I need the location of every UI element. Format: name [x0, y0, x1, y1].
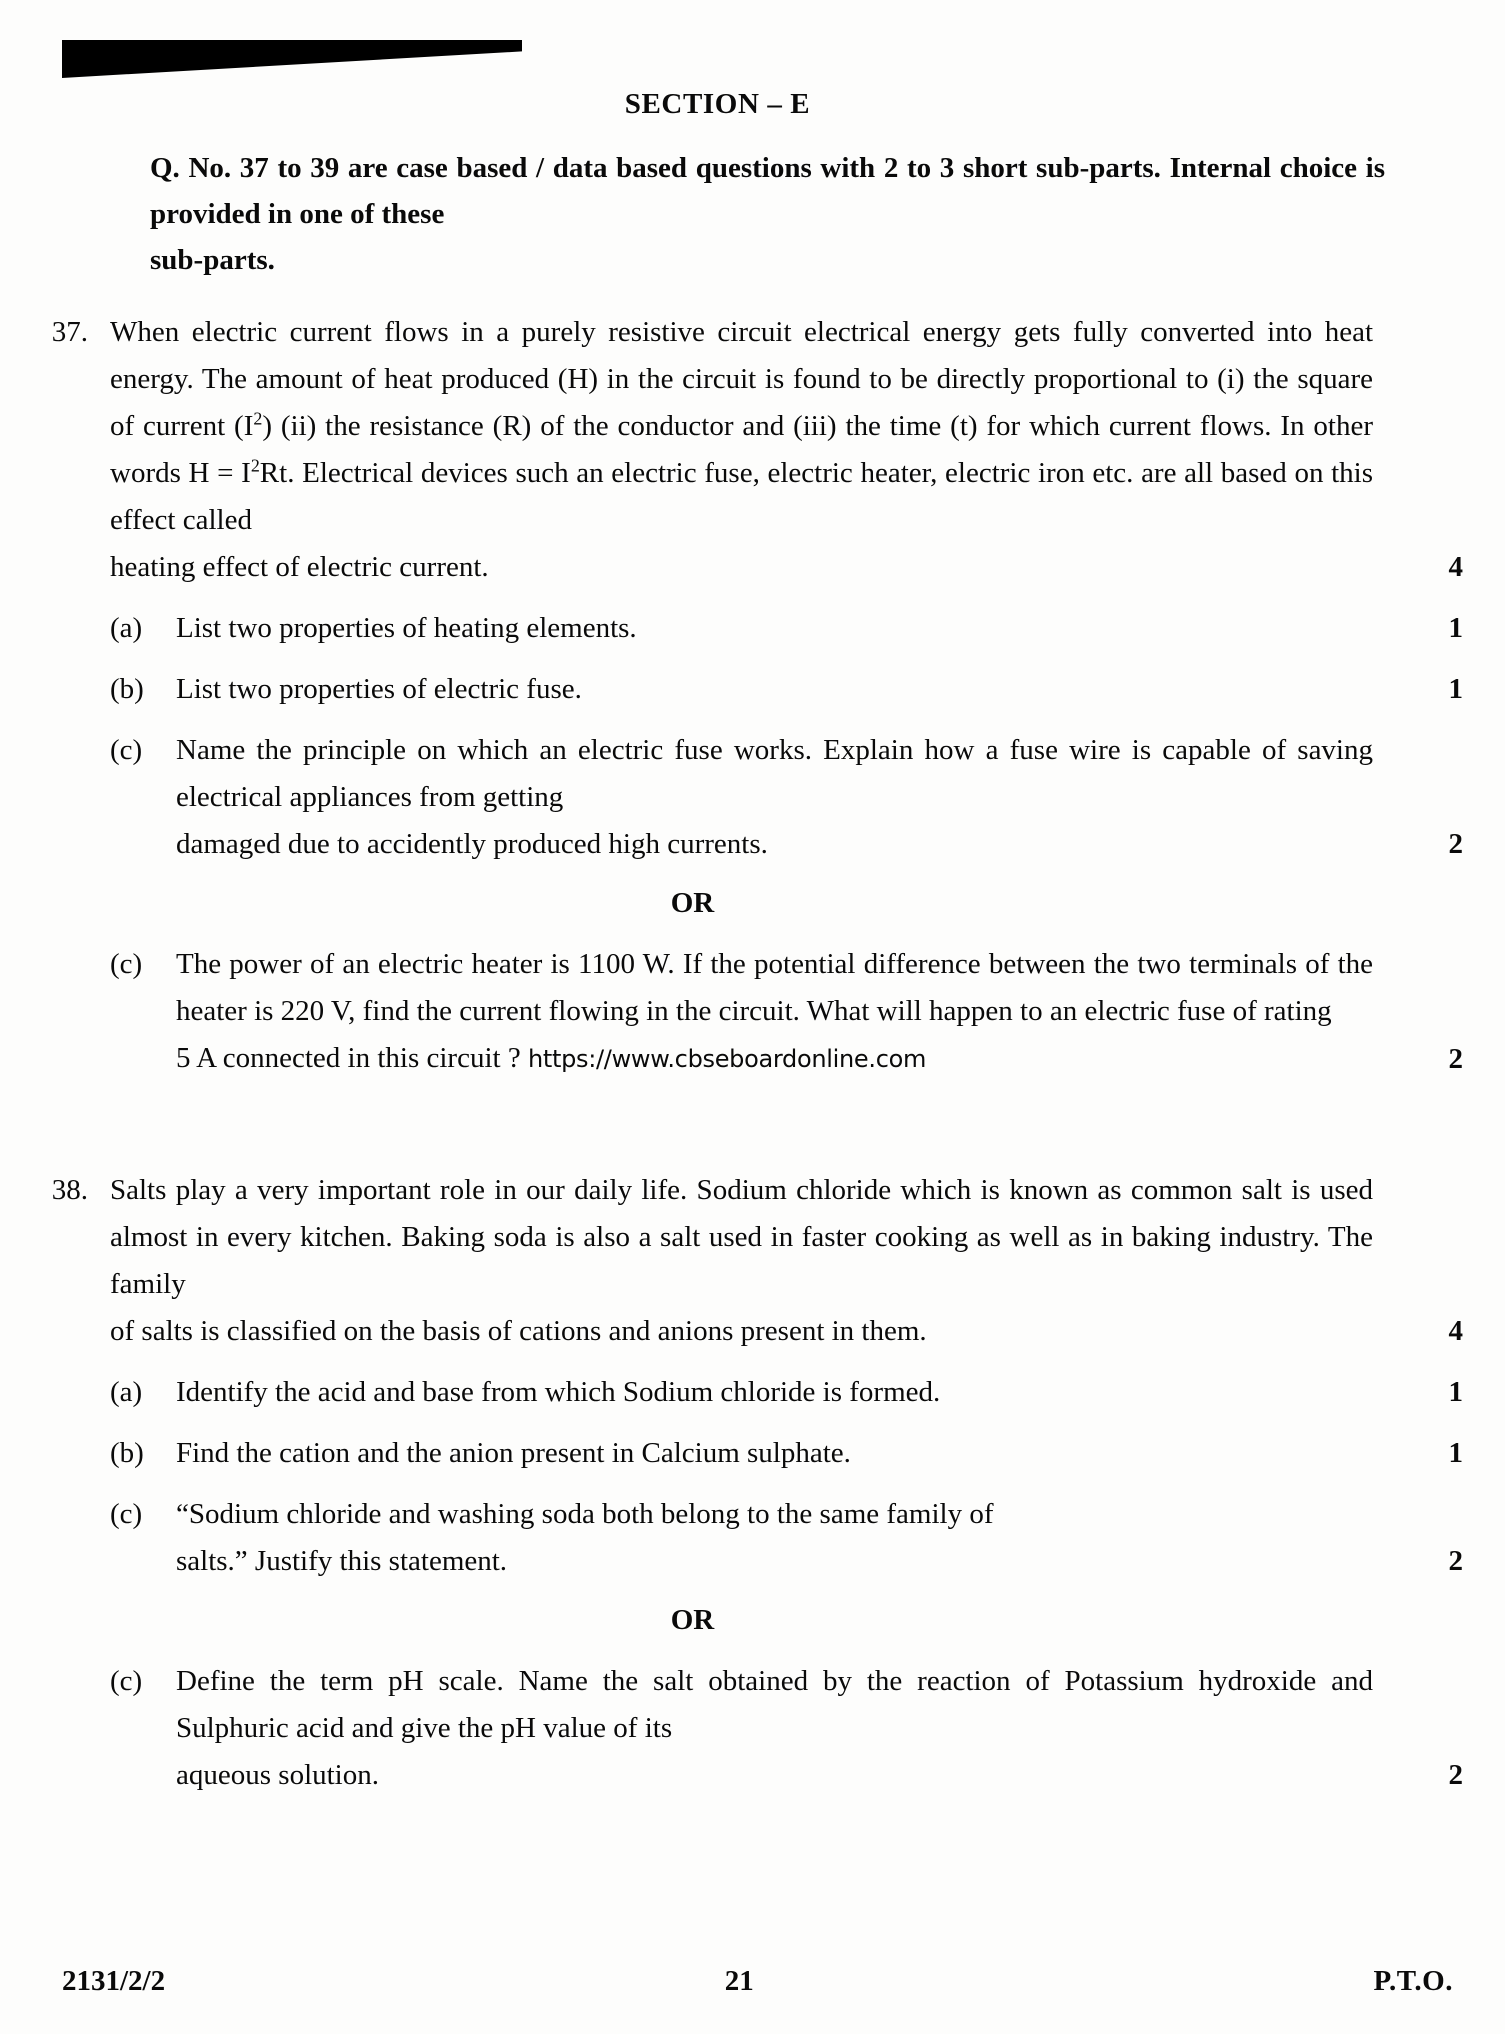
question-37-marks: 4: [1448, 551, 1463, 583]
page-number: 21: [724, 1965, 754, 1997]
part-b-line-1: Find the cation and the anion present in Calcium sulphate.: [176, 1437, 851, 1469]
part-a-label: (a): [110, 612, 143, 644]
stem-line-1: Salts play a very important role in our daily life. Sodium chloride which is: [110, 1174, 1000, 1206]
section-heading: SECTION – E: [624, 88, 811, 120]
or-part-c-label: (c): [110, 1665, 143, 1697]
part-a-line-1: Identify the acid and base from which Sodium chloride is formed.: [176, 1376, 941, 1408]
stem-line-3: also a salt used in faster cooking as well as in baking industry. The family: [110, 1221, 1374, 1300]
stem-line-2: gets fully converted into heat energy. The amount of heat produced (H) in: [110, 316, 1374, 395]
part-b-text: [176, 666, 1385, 713]
question-37-or-divider: OR: [670, 887, 715, 919]
or-part-c-line-2: Potassium hydroxide and Sulphuric acid and give the pH value of its: [176, 1665, 1374, 1744]
part-b-marks: 1: [1448, 1437, 1463, 1469]
section-instructions: [0, 145, 1505, 283]
or-part-c-line-1: The power of an electric heater is 1100 W. If the potential difference: [176, 948, 981, 980]
part-a-text: [176, 1369, 1385, 1416]
stem-line-3: the circuit is found to be directly proportional to (i) the square of current: [110, 363, 1374, 442]
part-c-line-2: salts.” Justify this statement.: [176, 1545, 508, 1577]
question-38-part-b: [0, 1430, 1505, 1477]
question-38-stem: [110, 1167, 1385, 1355]
part-a-text: [176, 605, 1385, 652]
question-37-or-part-c: [0, 941, 1505, 1083]
question-38-part-a: [0, 1369, 1505, 1416]
part-c-label: (c): [110, 734, 143, 766]
part-a-marks: 1: [1448, 1376, 1463, 1408]
or-part-c-text: [176, 1658, 1385, 1799]
part-c-line-1: Name the principle on which an electric fuse works. Explain how a: [176, 734, 999, 766]
or-part-c-line-3: flowing in the circuit. What will happen to an electric fuse of rating: [548, 995, 1332, 1027]
page-footer: [0, 1965, 1505, 1998]
part-c-line-2: fuse wire is capable of saving electrical appliances from getting: [176, 734, 1373, 813]
question-37-stem: [110, 309, 1385, 591]
question-37: [0, 309, 1505, 1083]
or-part-c-marks: 2: [1448, 1759, 1463, 1791]
part-b-label: (b): [110, 673, 144, 705]
or-part-c-text: [176, 941, 1385, 1083]
question-38-marks: 4: [1448, 1315, 1463, 1347]
stem-line-4: $(I^2)$ (ii) the resistance (R) of the conductor and (iii) the time (t) for which: [234, 408, 1100, 442]
question-38-or-part-c: [0, 1658, 1505, 1799]
part-c-line-3: damaged due to accidently produced high currents.: [176, 828, 768, 860]
or-part-c-line-1: Define the term pH scale. Name the salt obtained by the reaction of: [176, 1665, 1050, 1697]
question-38-number: 38.: [51, 1174, 88, 1206]
part-c-label: (c): [110, 1498, 143, 1530]
stem-line-7: heating effect of electric current.: [110, 551, 489, 583]
question-gap: [0, 1083, 1505, 1141]
pto-label: P.T.O.: [1373, 1965, 1453, 1997]
question-38-stem-row: [0, 1167, 1505, 1355]
stem-line-5: current flows. In other words $H = I^2Rt$. Electrical devices such an electric: [110, 410, 1374, 489]
question-37-part-a: [0, 605, 1505, 652]
question-37-number: 37.: [51, 316, 88, 348]
part-c-line-1: “Sodium chloride and washing soda both belong to the same family of: [176, 1498, 994, 1530]
stem-line-4: of salts is classified on the basis of cations and anions present in them.: [110, 1315, 927, 1347]
part-c-text: [176, 727, 1385, 868]
part-b-marks: 1: [1448, 673, 1463, 705]
or-part-c-line-2: between the two terminals of the heater is 220 V, find the current: [176, 948, 1374, 1027]
or-part-c-label: (c): [110, 948, 143, 980]
instruction-line-3: sub-parts.: [150, 244, 275, 276]
paper-code: 2131/2/2: [62, 1965, 166, 1997]
part-b-label: (b): [110, 1437, 144, 1469]
part-c-marks: 2: [1448, 1545, 1463, 1577]
part-a-marks: 1: [1448, 612, 1463, 644]
part-c-text: [176, 1491, 1385, 1585]
part-b-text: [176, 1430, 1385, 1477]
part-c-marks: 2: [1448, 828, 1463, 860]
question-38-or-divider: OR: [670, 1604, 715, 1636]
watermark-url: https://www.cbseboardonline.com: [527, 1045, 927, 1073]
instruction-line-1: Q. No. 37 to 39 are case based / data based questions with 2 to 3: [150, 152, 955, 184]
or-part-c-marks: 2: [1448, 1043, 1463, 1075]
part-a-label: (a): [110, 1376, 143, 1408]
question-37-part-c: [0, 727, 1505, 868]
instruction-line-2: short sub-parts. Internal choice is provided in one of these: [150, 152, 1386, 230]
question-38: [0, 1167, 1505, 1799]
stem-line-6: fuse, electric heater, electric iron etc. are all based on this effect called: [110, 457, 1373, 536]
part-b-line-1: List two properties of electric fuse.: [176, 673, 582, 705]
or-part-c-line-4: [176, 1035, 1373, 1083]
or-part-c-line-4-text: 5 A connected in this circuit ?: [176, 1042, 521, 1074]
or-part-c-line-3: aqueous solution.: [176, 1759, 379, 1791]
stem-line-2: known as common salt is used almost in every kitchen. Baking soda is: [110, 1174, 1374, 1253]
question-38-part-c: [0, 1491, 1505, 1585]
question-37-stem-row: [0, 309, 1505, 591]
stem-line-1: When electric current flows in a purely resistive circuit electrical energy: [110, 316, 1002, 348]
question-37-part-b: [0, 666, 1505, 713]
part-a-line-1: List two properties of heating elements.: [176, 612, 637, 644]
